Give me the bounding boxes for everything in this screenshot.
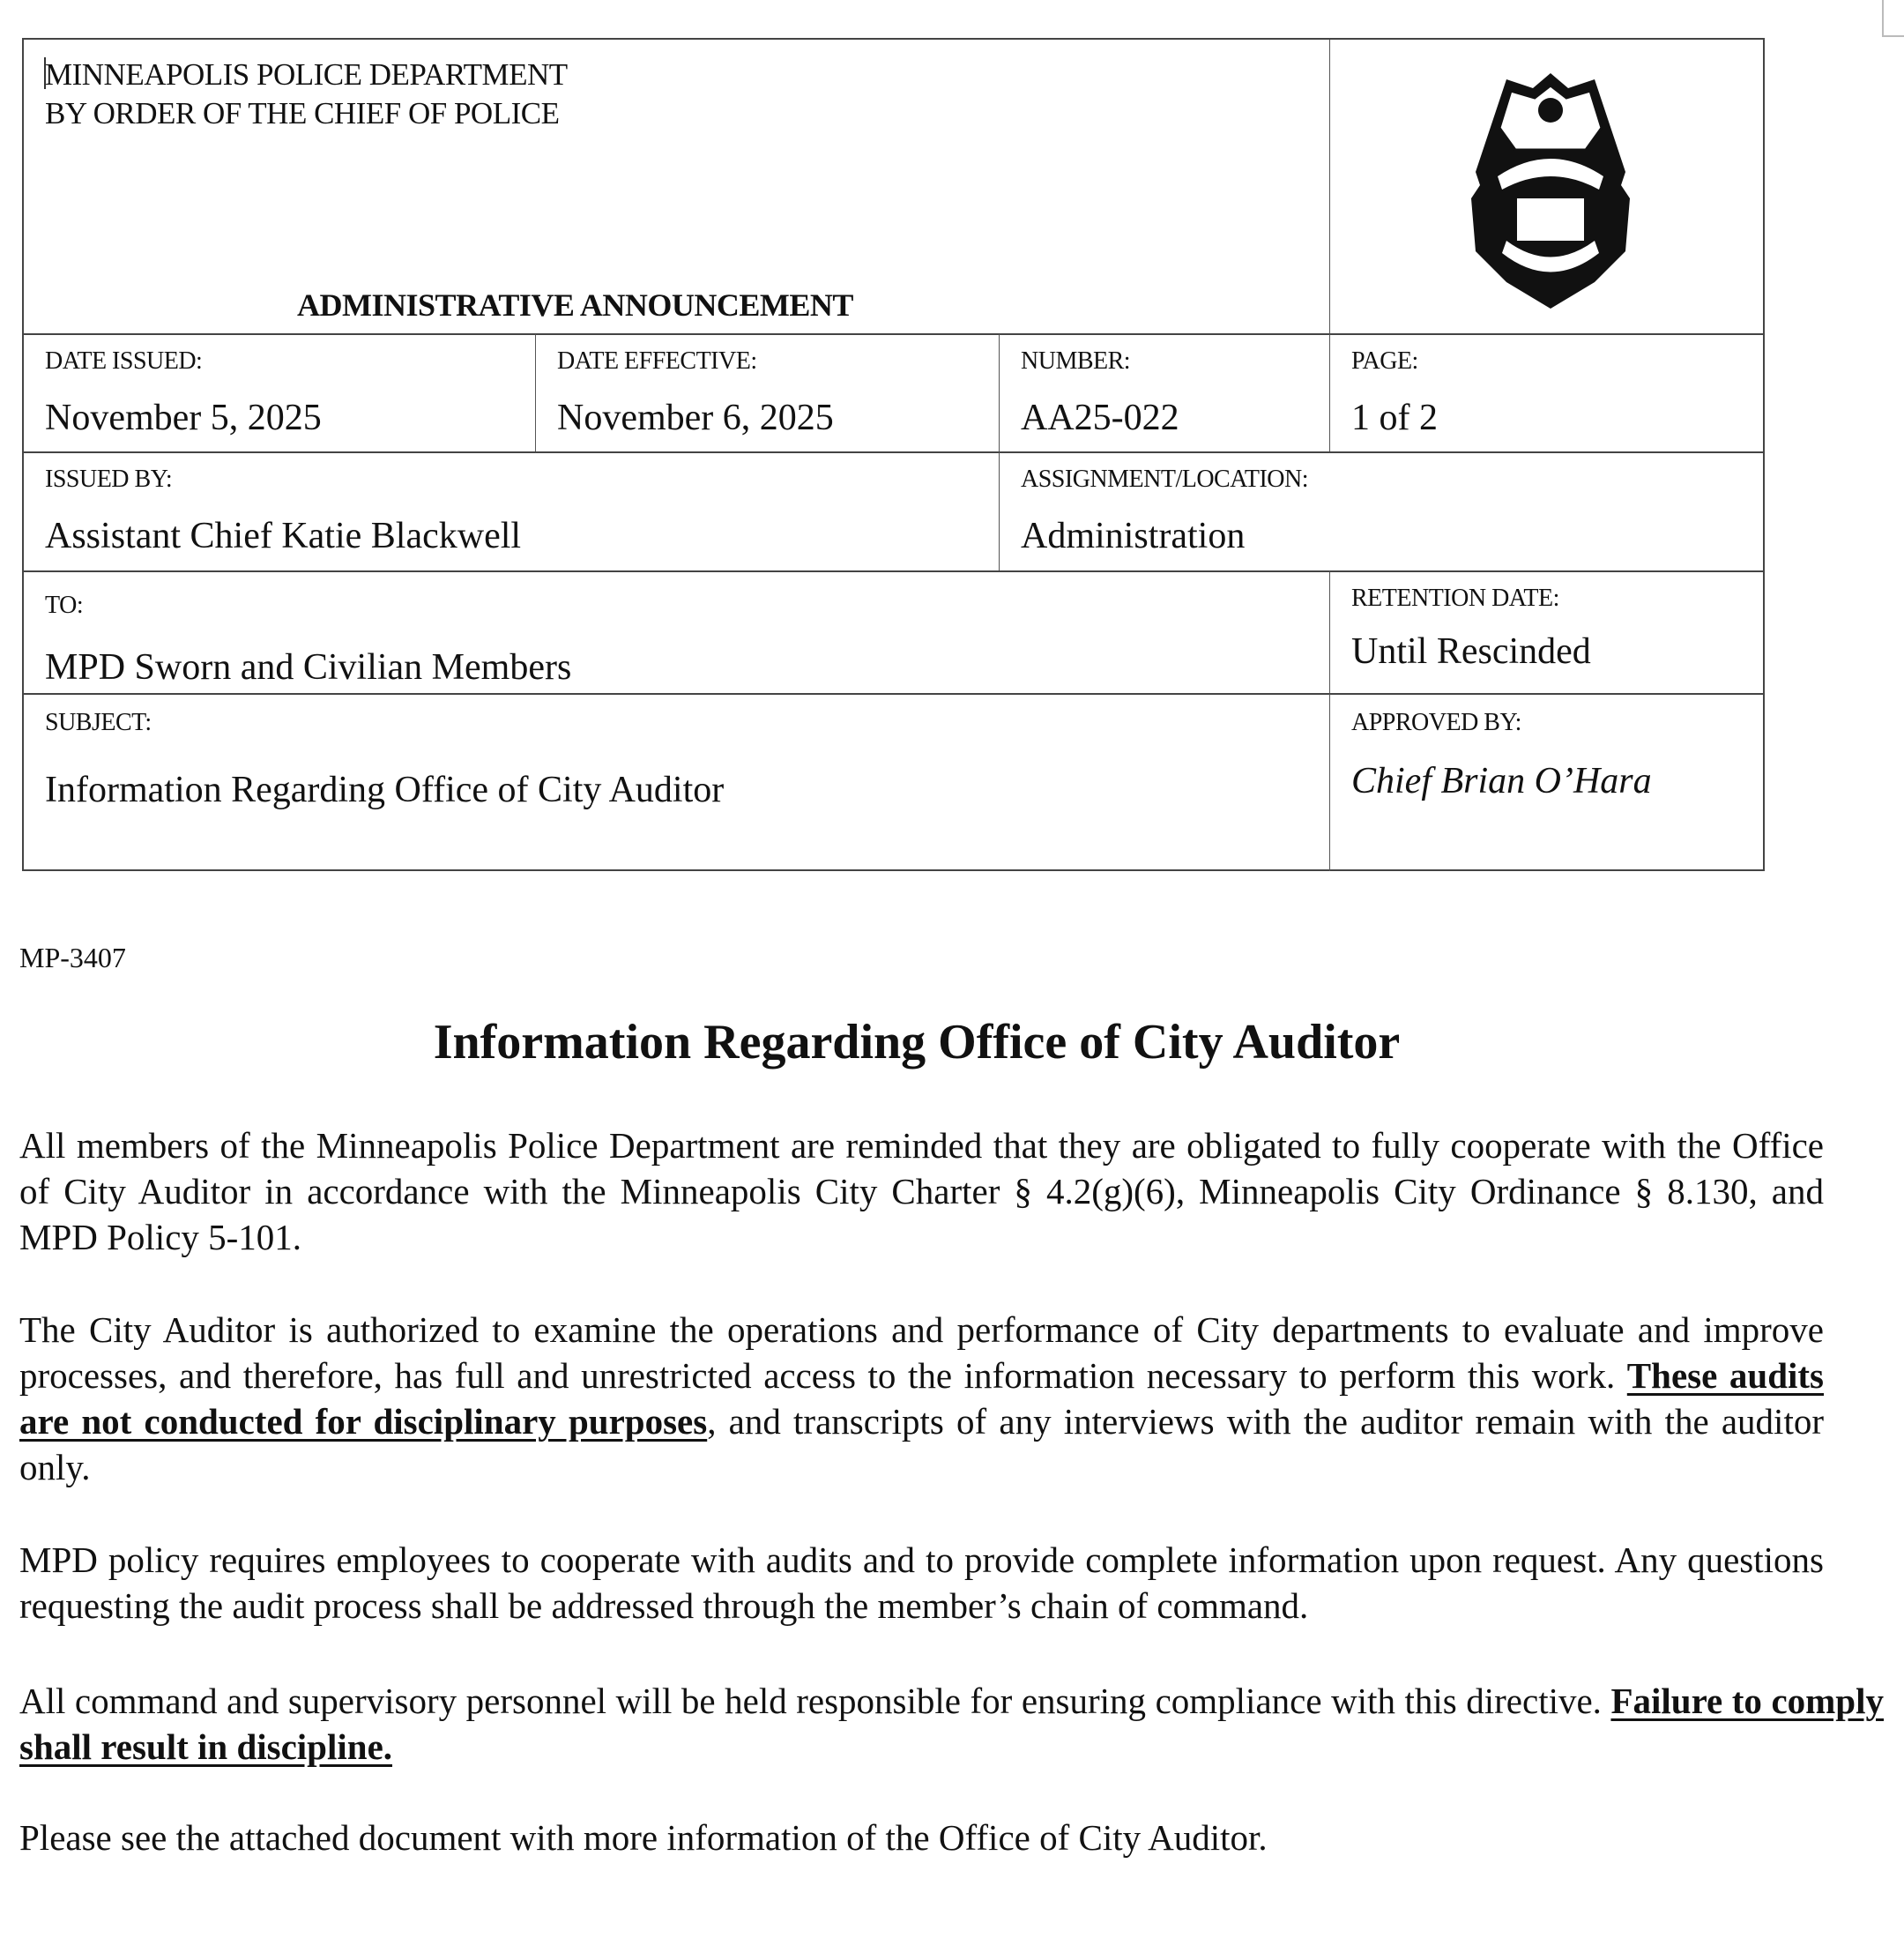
number-cell — [999, 333, 1329, 451]
paragraph-4 — [19, 1678, 1884, 1770]
issued-by-cell — [24, 451, 999, 570]
emphasis-discipline-warning: Failure to comply shall result in discipline. — [19, 1681, 1884, 1767]
emphasis-not-disciplinary: These audits are not conducted for disciplinary purposes — [19, 1355, 1824, 1442]
paragraph-3: MPD policy requires employees to cooperate with audits and to provide complete information upon request. Any questions requesting the audit process shall be addressed through the member’s chain of command. — [19, 1539, 1824, 1626]
date-issued-value: November 5, 2025 — [45, 398, 322, 438]
subject-cell — [24, 693, 1329, 871]
to-label: TO: — [45, 592, 84, 619]
retention-value: Until Rescinded — [1351, 631, 1591, 672]
retention-cell — [1329, 570, 1765, 693]
issued-by-value: Assistant Chief Katie Blackwell — [45, 516, 522, 556]
org-name: MINNEAPOLIS POLICE DEPARTMENT — [45, 57, 568, 92]
date-effective-label: DATE EFFECTIVE: — [557, 347, 757, 375]
org-order-line: BY ORDER OF THE CHIEF OF POLICE — [45, 96, 560, 130]
approved-by-label: APPROVED BY: — [1351, 709, 1521, 736]
header-table — [22, 38, 1765, 871]
paragraph-4-text: All command and supervisory personnel will be held responsible for ensuring compliance with this directive. — [19, 1681, 1611, 1721]
retention-label: RETENTION DATE: — [1351, 585, 1559, 612]
approved-by-cell — [1329, 693, 1765, 871]
date-effective-cell — [535, 333, 999, 451]
assignment-value: Administration — [1021, 516, 1246, 556]
to-cell — [24, 570, 1329, 693]
assignment-cell — [999, 451, 1765, 570]
paragraph-2 — [19, 1307, 1824, 1490]
document-title: Information Regarding Office of City Auditor — [433, 1015, 1401, 1070]
police-badge-icon — [1462, 66, 1639, 313]
paragraph-5: Please see the attached document with more information of the Office of City Auditor. — [19, 1817, 1268, 1858]
page-value: 1 of 2 — [1351, 398, 1438, 438]
paragraph-1: All members of the Minneapolis Police Department are reminded that they are obligated to fully cooperate with the Office of City Auditor in accordance with the Minneapolis City Charter § 4.2(g)(6), Minneapolis City Ordinance § 8.130, and MPD Policy 5-101. — [19, 1125, 1824, 1257]
number-label: NUMBER: — [1021, 347, 1131, 375]
subject-value: Information Regarding Office of City Auditor — [45, 770, 725, 810]
page-corner-mark — [1882, 0, 1904, 37]
page-cell — [1329, 333, 1765, 451]
number-value: AA25-022 — [1021, 398, 1179, 438]
header-logo-cell — [1329, 40, 1765, 333]
form-code: MP-3407 — [19, 942, 126, 973]
page-label: PAGE: — [1351, 347, 1418, 375]
date-effective-value: November 6, 2025 — [557, 398, 834, 438]
issued-by-label: ISSUED BY: — [45, 466, 173, 493]
approved-by-value: Chief Brian O’Hara — [1351, 761, 1652, 801]
to-value: MPD Sworn and Civilian Members — [45, 647, 572, 688]
subject-label: SUBJECT: — [45, 709, 152, 736]
paragraph-2-text-b: , and transcripts of any interviews with the auditor remain with the auditor only. — [19, 1401, 1824, 1487]
assignment-label: ASSIGNMENT/LOCATION: — [1021, 466, 1308, 493]
date-issued-cell — [24, 333, 535, 451]
date-issued-label: DATE ISSUED: — [45, 347, 203, 375]
paragraph-2-text-a: The City Auditor is authorized to examine the operations and performance of City departments to evaluate and improve processes, and therefore, has full and unrestricted access to the information necessary to perform this work. — [19, 1309, 1824, 1396]
document-type: ADMINISTRATIVE ANNOUNCEMENT — [297, 287, 853, 323]
header-org-cell — [24, 40, 1329, 333]
